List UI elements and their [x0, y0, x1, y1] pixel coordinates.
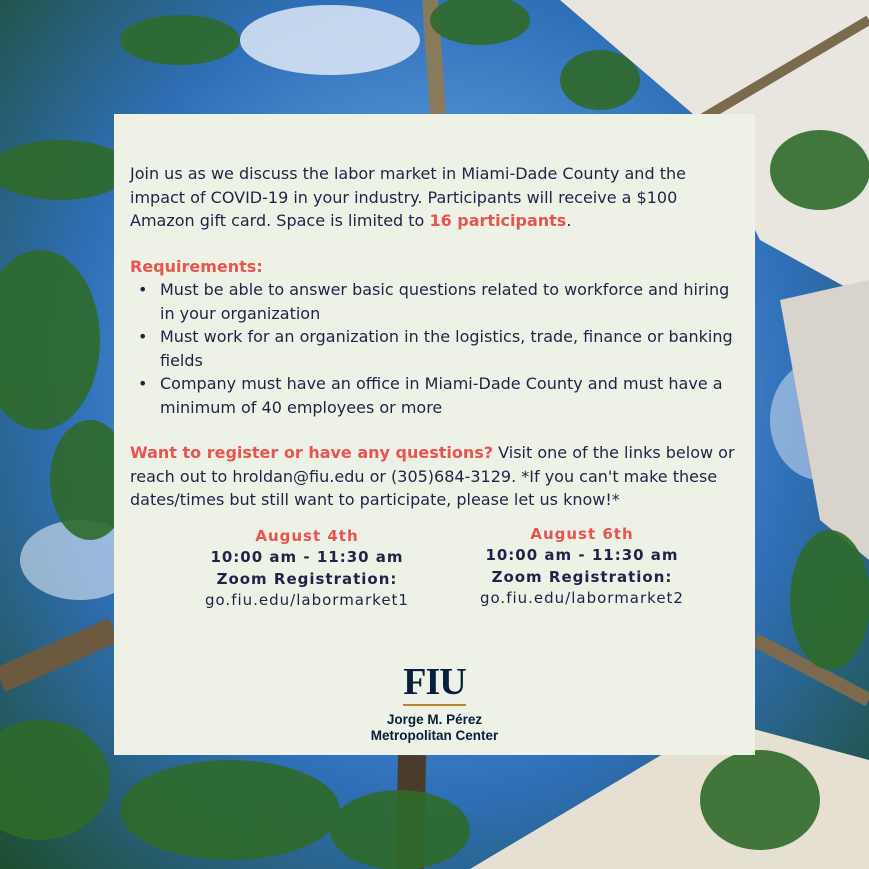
participant-limit: 16 participants [429, 211, 567, 230]
intro-period: . [566, 211, 572, 230]
registration-link[interactable]: go.fiu.edu/labormarket2 [480, 589, 684, 607]
intro-paragraph [130, 162, 739, 233]
sessions [130, 524, 739, 624]
register-heading: Want to register or have any questions? [130, 443, 494, 462]
center-name-line1: Jorge M. Pérez [386, 712, 483, 727]
requirements-list [130, 278, 739, 419]
requirements-heading: Requirements: [130, 256, 263, 276]
session-august-6 [452, 524, 712, 610]
session-date: August 6th [530, 524, 634, 543]
zoom-registration-label: Zoom Registration: [216, 569, 398, 588]
zoom-registration-label: Zoom Registration: [491, 567, 673, 586]
requirement-item: • Must work for an organization in the logistics, trade, finance or banking fields [160, 325, 739, 372]
register-paragraph [130, 441, 739, 512]
event-card [114, 114, 755, 755]
session-date: August 4th [255, 526, 359, 545]
intro-text: Join us as we discuss the labor market in Miami-Dade County and the impact of COVID-19 in your industry. Participants will receive a $100 Amazon gift card. Space is limited to [130, 164, 686, 230]
requirement-item: • Company must have an office in Miami-Dade County and must have a minimum of 40 employees or more [160, 372, 739, 419]
center-name-line2: Metropolitan Center [370, 728, 499, 743]
requirement-item: • Must be able to answer basic questions related to workforce and hiring in your organization [160, 278, 739, 325]
session-time: 10:00 am - 11:30 am [485, 546, 679, 564]
session-august-4 [182, 526, 432, 612]
session-time: 10:00 am - 11:30 am [210, 548, 404, 566]
fiu-logo [114, 662, 755, 744]
register-text: Visit one of the links below or reach out to hroldan@fiu.edu or (305)684-3129. *If you can't make these dates/times but still want to participate, please let us know!* [130, 443, 735, 509]
registration-link[interactable]: go.fiu.edu/labormarket1 [205, 591, 409, 609]
fiu-wordmark: FIU [403, 662, 465, 706]
